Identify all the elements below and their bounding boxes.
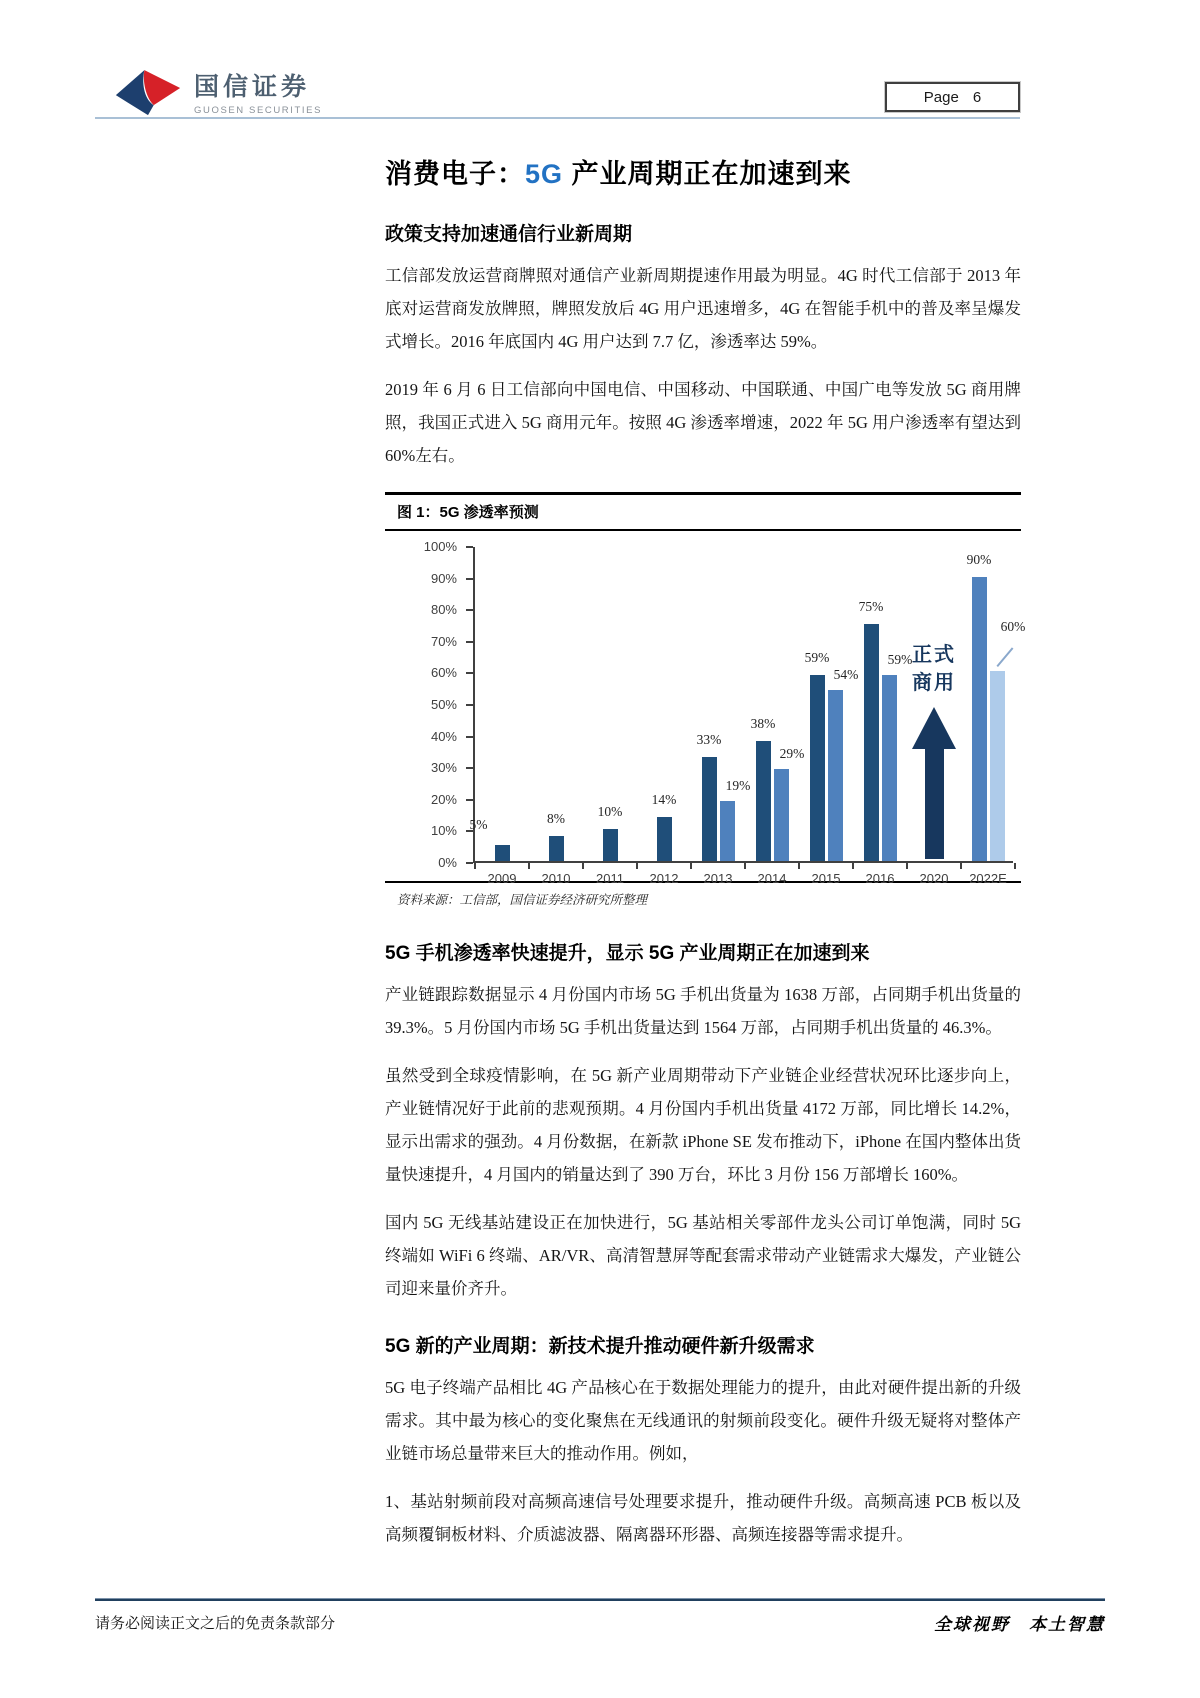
- x-tick-label: 2015: [811, 871, 841, 886]
- y-tick-mark: [466, 799, 473, 801]
- y-tick-mark: [466, 672, 473, 674]
- x-tick-label: 2012: [649, 871, 679, 886]
- chart-bar-value-label: 29%: [779, 746, 805, 762]
- chart-bar-2014-dark: [756, 741, 771, 861]
- x-tick-mark: [1014, 863, 1016, 869]
- chart-bar-value-label: 5%: [469, 817, 488, 833]
- y-tick-mark: [466, 578, 473, 580]
- chart-bar-2011-dark: [603, 829, 618, 861]
- x-tick-mark: [906, 863, 908, 869]
- y-tick-label: 70%: [430, 633, 457, 649]
- x-tick-label: 2013: [703, 871, 733, 886]
- x-tick-label: 2010: [541, 871, 571, 886]
- chart-bar-2010-dark: [549, 836, 564, 861]
- y-tick-label: 80%: [430, 602, 457, 618]
- brand-logo: [112, 68, 322, 118]
- x-tick-label: 2011: [596, 871, 624, 886]
- figure-1: [385, 492, 1026, 912]
- label-leader-line: [996, 648, 1013, 668]
- y-tick-label: 90%: [430, 570, 457, 586]
- y-tick-label: 10%: [430, 823, 457, 839]
- x-tick-label: 2014: [757, 871, 787, 886]
- title-post: 产业周期正在加速到来: [563, 159, 852, 189]
- chart-bar-value-label: 8%: [547, 810, 565, 826]
- y-tick-mark: [466, 862, 473, 864]
- section-heading-3: 5G 新的产业周期：新技术提升推动硬件新升级需求: [385, 1336, 815, 1357]
- chart-bar-2014-medium: [774, 769, 789, 861]
- header-divider: [95, 117, 1020, 119]
- x-tick-mark: [528, 863, 530, 869]
- page-number-box: [885, 82, 1020, 112]
- annotation-text: [889, 641, 979, 697]
- body-paragraph: 1、基站射频前段对高频高速信号处理要求提升，推动硬件升级。高频高速 PCB 板以及高频覆铜板材料、介质滤波器、隔离器环形器、高频连接器等需求提升。: [385, 1492, 1021, 1544]
- body-paragraph: 虽然受到全球疫情影响，在 5G 新产业周期带动下产业链企业经营状况环比逐步向上，产业链情况好于此前的悲观预期。4 月份国内手机出货量 4172 万部，同比增长 14.2%，显示出需求的强劲。4 月份数据，在新款 iPhone SE 发布推动下，iPhone 在国内整体出货量快速提升，4 月国内的销量达到了 390 万台，环比 3 月份 156 万部增长 160%。: [385, 1066, 1021, 1184]
- chart-bar-value-label: 10%: [597, 804, 623, 820]
- y-tick-label: 40%: [430, 728, 457, 744]
- y-tick-mark: [466, 546, 473, 548]
- x-tick-label: 2022E: [969, 871, 1007, 886]
- page-label: Page: [923, 88, 959, 106]
- article-column: [385, 152, 1026, 1566]
- arrow-stem: [925, 749, 944, 859]
- title-accent: 5G: [525, 159, 564, 189]
- x-tick-label: 2009: [487, 871, 517, 886]
- x-tick-mark: [798, 863, 800, 869]
- y-tick-mark: [466, 736, 473, 738]
- body-paragraph: 5G 电子终端产品相比 4G 产品核心在于数据处理能力的提升，由此对硬件提出新的升级需求。其中最为核心的变化聚焦在无线通讯的射频前段变化。硬件升级无疑将对整体产业链市场总量带来巨大的推动作用。例如，: [385, 1378, 1021, 1463]
- page-title: [385, 152, 1021, 191]
- guosen-logo-icon: [112, 68, 184, 118]
- x-tick-label: 2016: [865, 871, 895, 886]
- x-tick-label: 2020: [919, 871, 949, 886]
- footer-slogan: 全球视野 本土智慧: [934, 1615, 1105, 1634]
- chart-bar-2022E-medium: [972, 577, 987, 861]
- y-tick-mark: [466, 609, 473, 611]
- figure-caption: 图 1：5G 渗透率预测: [385, 492, 1021, 531]
- page-number: 6: [972, 88, 982, 106]
- y-tick-label: 20%: [430, 791, 457, 807]
- figure-source: 资料来源：工信部，国信证券经济研究所整理: [397, 893, 648, 907]
- x-tick-mark: [474, 863, 476, 869]
- chart-bar-value-label: 19%: [725, 777, 751, 793]
- x-tick-mark: [960, 863, 962, 869]
- body-paragraph: 工信部发放运营商牌照对通信产业新周期提速作用最为明显。4G 时代工信部于 2013 年底对运营商发放牌照，牌照发放后 4G 用户迅速增多，4G 在智能手机中的普及率呈爆发式增长。2016 年底国内 4G 用户达到 7.7 亿，渗透率达 59%。: [385, 266, 1021, 351]
- x-tick-mark: [690, 863, 692, 869]
- annotation-text-line: 商用: [912, 672, 956, 694]
- y-tick-label: 100%: [423, 539, 457, 554]
- y-tick-mark: [466, 704, 473, 706]
- chart-bar-2009-dark: [495, 845, 510, 861]
- y-tick-label: 50%: [430, 697, 457, 712]
- chart-plot: [469, 547, 1026, 886]
- chart-bar-value-label: 38%: [750, 715, 776, 731]
- arrow-head: [912, 707, 956, 749]
- chart-bar-value-label: 59%: [804, 649, 830, 665]
- chart-y-axis: [385, 539, 465, 870]
- brand-name-en: GUOSEN SECURITIES: [194, 105, 323, 116]
- y-tick-label: 0%: [438, 855, 457, 870]
- body-paragraph: 产业链跟踪数据显示 4 月份国内市场 5G 手机出货量为 1638 万部，占同期手机出货量的 39.3%。5 月份国内市场 5G 手机出货量达到 1564 万部，占同期手机出货量的 46.3%。: [385, 985, 1021, 1037]
- chart-bar-value-label: 90%: [966, 551, 992, 567]
- title-pre: 消费电子：: [385, 159, 525, 189]
- chart-bar-value-label: 33%: [696, 731, 722, 747]
- chart-bar-value-label: 60%: [1000, 619, 1026, 635]
- chart-bar-value-label: 54%: [833, 667, 859, 683]
- footer-disclaimer: 请务必阅读正文之后的免责条款部分: [95, 1616, 336, 1632]
- chart-bar-value-label: 59%: [887, 651, 913, 667]
- y-tick-mark: [466, 641, 473, 643]
- section-heading-2: 5G 手机渗透率快速提升，显示 5G 产业周期正在加速到来: [385, 943, 870, 964]
- brand-name-cn: 国信证券: [194, 73, 311, 101]
- y-tick-mark: [466, 767, 473, 769]
- chart-bar-2022E-light: [990, 671, 1005, 861]
- annotation-text-line: 正式: [912, 644, 956, 666]
- chart-bar-value-label: 14%: [651, 791, 677, 807]
- section-heading-1: 政策支持加速通信行业新周期: [385, 224, 633, 245]
- footer-divider: [95, 1598, 1105, 1601]
- x-tick-mark: [744, 863, 746, 869]
- chart-bar-2016-dark: [864, 624, 879, 861]
- chart-bar-2013-medium: [720, 801, 735, 861]
- y-tick-label: 60%: [430, 665, 457, 681]
- x-tick-mark: [636, 863, 638, 869]
- chart-bar-2015-dark: [810, 675, 825, 861]
- x-tick-mark: [582, 863, 584, 869]
- chart-bar-2015-medium: [828, 690, 843, 861]
- chart-bar-2012-dark: [657, 817, 672, 861]
- body-paragraph: 国内 5G 无线基站建设正在加快进行，5G 基站相关零部件龙头公司订单饱满，同时 5G 终端如 WiFi 6 终端、AR/VR、高清智慧屏等配套需求带动产业链需求大爆发，产业链公司迎来量价齐升。: [385, 1213, 1021, 1298]
- y-tick-label: 30%: [430, 760, 457, 776]
- chart-bar-value-label: 75%: [858, 599, 884, 614]
- chart-bar-2013-dark: [702, 757, 717, 861]
- body-paragraph: 2019 年 6 月 6 日工信部向中国电信、中国移动、中国联通、中国广电等发放 5G 商用牌照，我国正式进入 5G 商用元年。按照 4G 渗透率增速，2022 年 5G 用户渗透率有望达到 60%左右。: [385, 380, 1021, 465]
- x-tick-mark: [852, 863, 854, 869]
- penetration-chart: [385, 531, 1026, 886]
